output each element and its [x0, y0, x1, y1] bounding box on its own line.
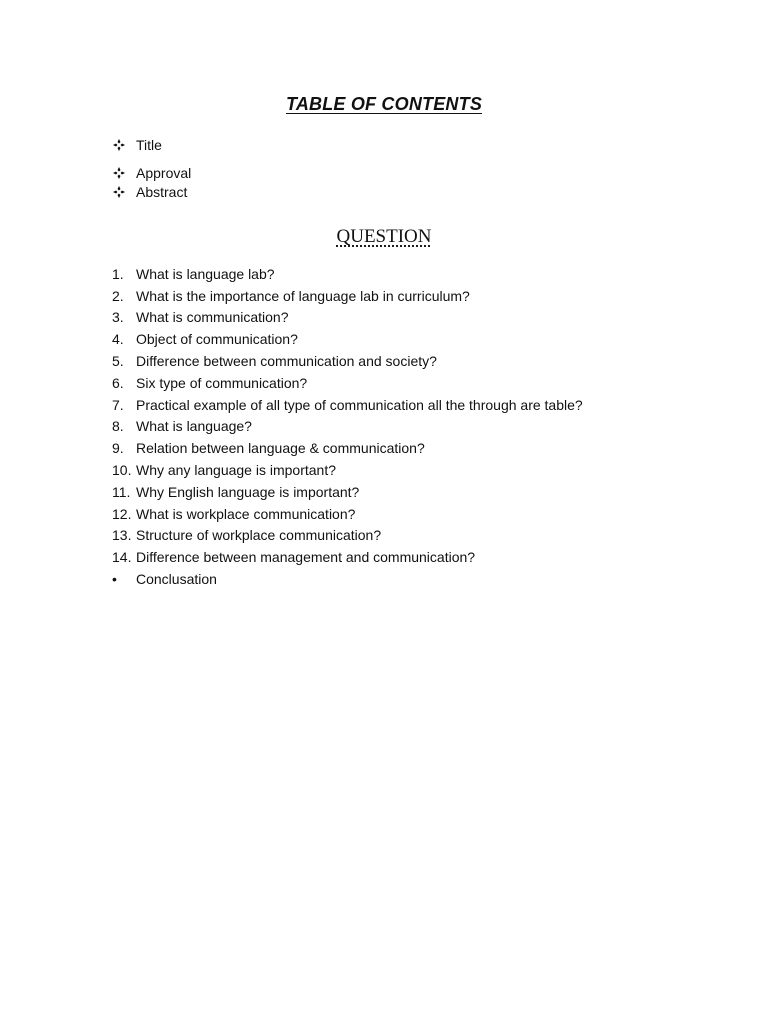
question-number: 4. [112, 331, 124, 348]
question-text: Object of communication? [136, 331, 298, 348]
question-item [112, 285, 583, 307]
question-item [112, 525, 583, 547]
question-item [112, 546, 583, 568]
question-number: 6. [112, 374, 124, 391]
question-number: 2. [112, 287, 124, 304]
question-text: What is the importance of language lab in curriculum? [136, 287, 470, 304]
conclusion-label: Conclusation [136, 570, 217, 587]
diamond-bullet-icon [112, 166, 126, 180]
front-matter-item [112, 163, 191, 182]
question-text: Six type of communication? [136, 374, 308, 391]
question-number: 13. [112, 527, 132, 544]
front-matter-item [112, 182, 191, 201]
question-text: Why English language is important? [136, 483, 360, 500]
question-item [112, 481, 583, 503]
question-number: 12. [112, 505, 132, 522]
question-item [112, 263, 583, 285]
question-item [112, 459, 583, 481]
front-matter-list [112, 135, 191, 201]
question-text: Structure of workplace communication? [136, 527, 382, 544]
question-text: What is workplace communication? [136, 505, 356, 522]
question-text: Difference between management and communication? [136, 549, 476, 566]
question-number: 10. [112, 462, 132, 479]
question-text: What is communication? [136, 309, 289, 326]
question-list [112, 263, 583, 568]
question-item [112, 503, 583, 525]
bullet-icon: • [112, 570, 117, 587]
question-number: 11. [112, 483, 131, 500]
question-number: 8. [112, 418, 124, 435]
front-matter-label: Approval [136, 164, 192, 181]
question-number: 9. [112, 440, 124, 457]
front-matter-label: Title [136, 136, 162, 153]
question-text: Why any language is important? [136, 462, 336, 479]
question-item [112, 328, 583, 350]
question-item [112, 350, 583, 372]
question-number: 7. [112, 396, 124, 413]
front-matter-label: Abstract [136, 183, 188, 200]
question-text: Difference between communication and society? [136, 353, 437, 370]
question-number: 5. [112, 353, 124, 370]
question-item [112, 437, 583, 459]
diamond-bullet-icon [112, 185, 126, 199]
question-item [112, 394, 583, 416]
diamond-bullet-icon [112, 138, 126, 152]
question-number: 1. [112, 265, 124, 282]
question-text: What is language lab? [136, 265, 275, 282]
question-number: 14. [112, 549, 132, 566]
question-item [112, 307, 583, 329]
question-item [112, 372, 583, 394]
front-matter-item [112, 135, 191, 154]
question-number: 3. [112, 309, 124, 326]
question-section-heading: QUESTION [336, 226, 432, 247]
conclusion-item [112, 569, 217, 588]
question-item [112, 416, 583, 438]
question-text: What is language? [136, 418, 252, 435]
table-of-contents-heading: TABLE OF CONTENTS [285, 94, 483, 114]
question-text: Practical example of all type of communication all the through are table? [136, 396, 583, 413]
question-text: Relation between language & communication? [136, 440, 425, 457]
